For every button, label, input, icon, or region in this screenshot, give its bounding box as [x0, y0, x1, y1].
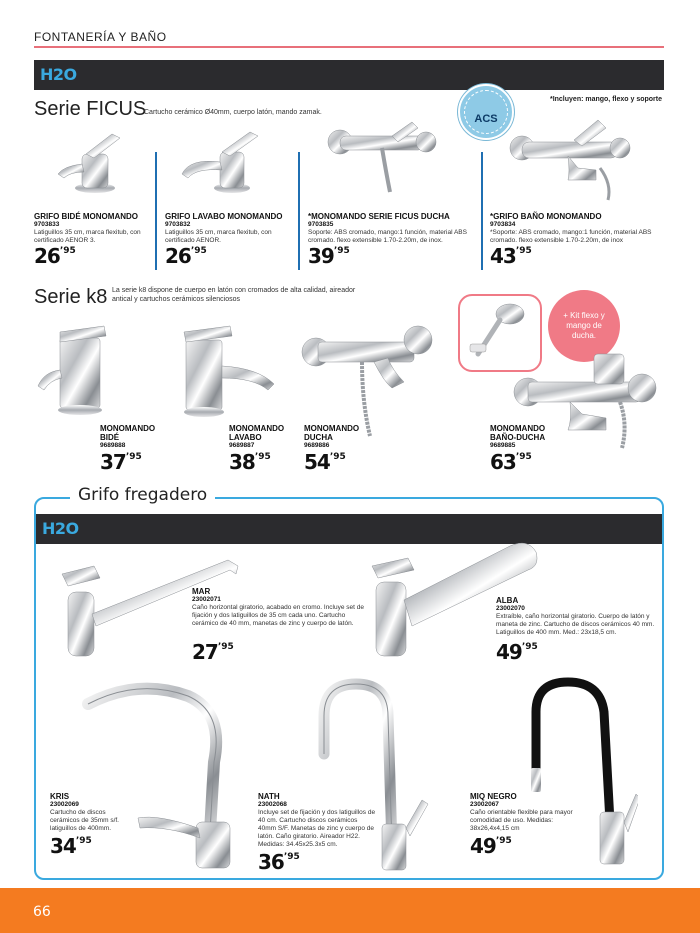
h2o-logo: H2O	[42, 519, 79, 538]
product-description: Caño horizontal giratorio, acabado en cromo. Incluye set de fijación y dos latiguillos de 35 cm cada uno. Cartucho cerámico de 40 mm, manetas de zinc y cuerpo de latón.	[192, 604, 364, 627]
kit-badge: + Kit flexo y mango de ducha.	[548, 290, 620, 362]
product-name: GRIFO BIDÉ MONOMANDO	[34, 212, 138, 221]
k8-lavabo-faucet-image	[178, 320, 288, 420]
product-ref: 9703833	[34, 221, 60, 228]
product-price: $38^{’95}$	[229, 450, 271, 474]
product-price: $26^{’95}$	[34, 244, 76, 268]
product-name: GRIFO LAVABO MONOMANDO	[165, 212, 283, 221]
h2o-logo: H2O	[40, 65, 77, 84]
k8-title: Serie k8	[34, 286, 108, 308]
product-description: Latiguillos 35 cm, marca flexitub, con certificado AENOR.	[165, 229, 272, 244]
product-ref: 23002068	[258, 801, 287, 808]
ficus-note: *Incluyen: mango, flexo y soporte	[549, 96, 662, 103]
brand-bar	[36, 514, 662, 544]
kris-faucet-image	[78, 682, 238, 872]
product-ref: 9689888	[100, 442, 126, 449]
product-price: $37^{’95}$	[100, 450, 142, 474]
product-description: Caño orientable flexible para mayor comodidad de uso. Medidas: 38x26,4x4,15 cm	[470, 809, 573, 832]
product-price: $54^{’95}$	[304, 450, 346, 474]
product-ref: 23002069	[50, 801, 79, 808]
product-name: NATH	[258, 792, 280, 801]
product-ref: 23002067	[470, 801, 499, 808]
section-label: FONTANERÍA Y BAÑO	[34, 30, 167, 44]
product-ref: 9689886	[304, 442, 330, 449]
acs-label: ACS	[474, 113, 498, 125]
product-price: $26^{’95}$	[165, 244, 207, 268]
product-ref: 9703832	[165, 221, 191, 228]
page-footer	[0, 888, 700, 933]
product-ref: 23002071	[192, 596, 221, 603]
bidet-faucet-image	[50, 120, 140, 200]
product-name: MONOMANDO BIDÉ	[100, 424, 156, 442]
fregadero-title: Grifo fregadero	[70, 485, 215, 505]
product-description: *Soporte: ABS cromado, mango:1 función, material ABS cromado. flexo extensible 1.70-2.20m, de inox	[490, 229, 652, 244]
product-name: ALBA	[496, 596, 519, 605]
product-price: $43^{’95}$	[490, 244, 532, 268]
product-price: $27^{’95}$	[192, 640, 234, 664]
product-name: MONOMANDO BAÑO-DUCHA	[490, 424, 546, 442]
column-divider	[155, 152, 157, 270]
product-ref: 23002070	[496, 605, 525, 612]
product-ref: 9689885	[490, 442, 516, 449]
ficus-bath-faucet-image	[508, 108, 638, 203]
product-price: $49^{’95}$	[470, 834, 512, 858]
column-divider	[298, 152, 300, 270]
product-description: Extraíble, caño horizontal giratorio. Cuerpo de latón y maneta de zinc. Cartucho de discos cerámicos 40 mm. Latiguillos de 400 mm. Med.: 23x18,5 cm.	[496, 613, 655, 636]
product-description: Incluye set de fijación y dos latiguillos de 40 cm. Cartucho discos cerámicos 40mm S/F. Manetas de zinc y cuerpo de latón. Caño giratorio. Aireador H22. Medidas: 34.45x25.3x5 cm.	[258, 809, 376, 848]
lavabo-faucet-image	[170, 118, 270, 198]
product-description: Cartucho de discos cerámicos de 35mm s/f. latiguillos de 400mm.	[50, 809, 119, 832]
header-divider	[34, 46, 664, 48]
product-name: MIQ NEGRO	[470, 792, 517, 801]
product-name: KRIS	[50, 792, 70, 801]
product-price: $34^{’95}$	[50, 834, 92, 858]
ficus-shower-faucet-image	[326, 112, 446, 202]
product-price: $39^{’95}$	[308, 244, 350, 268]
product-price: $63^{’95}$	[490, 450, 532, 474]
brand-bar	[34, 60, 664, 90]
product-name: MAR	[192, 587, 211, 596]
product-ref: 9703835	[308, 221, 334, 228]
product-name: MONOMANDO DUCHA	[304, 424, 360, 442]
ficus-description: Cartucho cerámico Ø40mm, cuerpo latón, mando zamak.	[144, 109, 322, 116]
k8-bidet-faucet-image	[36, 320, 126, 420]
product-name: *MONOMANDO SERIE FICUS DUCHA	[308, 212, 450, 221]
product-ref: 9703834	[490, 221, 516, 228]
page-number: 66	[33, 904, 51, 920]
product-name: MONOMANDO LAVABO	[229, 424, 285, 442]
acs-ring-icon	[464, 90, 508, 134]
k8-description: La serie k8 dispone de cuerpo en latón con cromados de alta calidad, aireador antical y cartuchos cerámicos silenciosos	[112, 287, 356, 303]
product-ref: 9689887	[229, 442, 255, 449]
acs-badge	[458, 84, 514, 140]
miq-negro-faucet-image	[528, 672, 638, 872]
k8-shower-faucet-image	[300, 312, 440, 442]
product-name: *GRIFO BAÑO MONOMANDO	[490, 212, 602, 221]
ficus-title: Serie FICUS	[34, 98, 147, 120]
product-price: $36^{’95}$	[258, 850, 300, 874]
product-price: $49^{’95}$	[496, 640, 538, 664]
column-divider	[481, 152, 483, 270]
product-description: Soporte: ABS cromado, mango:1 función, material ABS cromado. flexo extensible 1.70-2.20m, de inox.	[308, 229, 467, 244]
product-description: Latiguillos 35 cm, marca flexitub, con certificado AENOR 3.	[34, 229, 141, 244]
